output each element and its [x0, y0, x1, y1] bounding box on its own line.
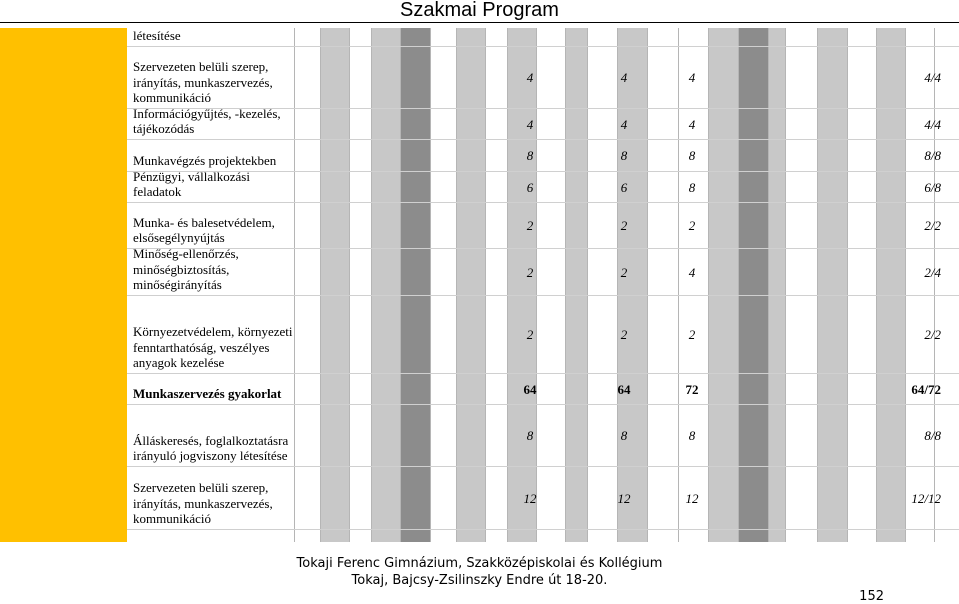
footer-school-name: Tokaji Ferenc Gimnázium, Szakközépiskolai és Kollégium	[296, 556, 663, 571]
grid-vertical-line	[565, 28, 566, 542]
grid-vertical-line	[320, 28, 321, 542]
grid-row-line	[294, 373, 959, 374]
hours-ratio-cell: 4/4	[924, 70, 941, 85]
grid-vertical-line	[485, 28, 486, 542]
hours-ratio-cell: 8/8	[924, 148, 941, 163]
grid-column-band	[294, 28, 320, 542]
table-row	[127, 203, 294, 249]
grid-vertical-line	[847, 28, 848, 542]
hours-ratio-cell: 2/2	[924, 327, 941, 342]
table-row	[127, 140, 294, 172]
grid-vertical-line	[905, 28, 906, 542]
hours-cell: 6	[526, 179, 534, 195]
hours-cell: 2	[526, 218, 534, 233]
row-label: Szervezeten belüli szerep, irányítás, munkaszervezés, kommunikáció	[133, 59, 273, 106]
grid-vertical-line	[934, 28, 935, 542]
table-row	[127, 105, 294, 140]
grid-vertical-line	[430, 28, 431, 542]
grid-vertical-line	[876, 28, 877, 542]
hours-cell: 8	[620, 428, 628, 443]
row-label: Minőség-ellenőrzés, minőségbiztosítás, minőségirányítás	[133, 246, 239, 293]
grid-row-line	[294, 108, 959, 109]
grid-row-line	[294, 46, 959, 47]
grid-column-band	[587, 28, 617, 542]
grid-column-band	[430, 28, 456, 542]
grid-vertical-line	[507, 28, 508, 542]
grid-vertical-line	[647, 28, 648, 542]
footer-address: Tokaj, Bajcsy-Zsilinszky Endre út 18-20.	[351, 573, 608, 588]
hours-ratio-cell: 2/2	[924, 218, 941, 233]
hours-cell: 12	[617, 490, 631, 506]
grid-row-line	[294, 295, 959, 296]
grid-vertical-line	[400, 28, 401, 542]
hours-cell: 8	[688, 428, 696, 443]
hours-cell: 2	[688, 218, 696, 233]
grid-vertical-line	[738, 28, 739, 542]
grid-column-band	[934, 28, 959, 542]
grid-row-line	[294, 171, 959, 172]
grid-column-band	[617, 28, 647, 542]
grid-column-band	[876, 28, 905, 542]
grid-vertical-line	[617, 28, 618, 542]
grid-row-line	[294, 248, 959, 249]
hours-ratio-cell: 64/72	[911, 381, 941, 397]
hours-cell: 2	[526, 264, 534, 280]
hours-cell: 64	[523, 381, 537, 397]
grid-column-band	[847, 28, 876, 542]
hours-ratio-cell: 6/8	[924, 179, 941, 195]
hours-ratio-cell: 8/8	[924, 428, 941, 443]
row-label: Információgyűjtés, -kezelés, tájékozódás	[133, 105, 281, 137]
grid-vertical-line	[785, 28, 786, 542]
hours-ratio-cell: 2/4	[924, 264, 941, 280]
grid-vertical-line	[708, 28, 709, 542]
grid-vertical-line	[456, 28, 457, 542]
row-label: Pénzügyi, vállalkozási feladatok	[133, 168, 250, 200]
hours-cell: 2	[620, 264, 628, 280]
table-row	[127, 405, 294, 467]
hours-cell: 6	[620, 179, 628, 195]
grid-column-band	[320, 28, 349, 542]
hours-cell: 8	[688, 148, 696, 163]
grid-column-band	[768, 28, 785, 542]
table-row	[127, 374, 294, 405]
grid-vertical-line	[817, 28, 818, 542]
hours-cell: 72	[685, 381, 699, 397]
row-label-column	[127, 28, 294, 542]
hours-cell: 8	[526, 428, 534, 443]
grid-column-band	[371, 28, 400, 542]
hours-cell: 4	[526, 70, 534, 85]
grid-column-band	[708, 28, 738, 542]
hours-cell: 12	[685, 490, 699, 506]
grid-row-line	[294, 202, 959, 203]
grid-vertical-line	[294, 28, 295, 542]
table-row	[127, 467, 294, 530]
row-label: Munkavégzés projektekben	[133, 153, 277, 169]
table-row	[127, 246, 294, 296]
hours-cell: 4	[620, 116, 628, 132]
grid-column-band	[485, 28, 507, 542]
hours-cell: 2	[526, 327, 534, 342]
grid-column-band	[507, 28, 536, 542]
table-row	[127, 28, 294, 47]
page-header-title: Szakmai Program	[400, 0, 559, 21]
hours-grid	[294, 28, 959, 542]
hours-cell: 12	[523, 490, 537, 506]
hours-cell: 4	[688, 116, 696, 132]
table-row	[127, 168, 294, 203]
grid-vertical-line	[678, 28, 679, 542]
grid-column-band	[678, 28, 708, 542]
grid-column-band	[738, 28, 768, 542]
row-label: Szervezeten belüli szerep, irányítás, munkaszervezés, kommunikáció	[133, 480, 273, 527]
grid-row-line	[294, 139, 959, 140]
grid-column-band	[400, 28, 430, 542]
row-label: Munkaszervezés gyakorlat	[133, 386, 282, 402]
hours-cell: 2	[620, 218, 628, 233]
row-label: létesítése	[133, 28, 181, 44]
grid-column-band	[565, 28, 587, 542]
page-number: 152	[859, 589, 884, 604]
row-label: Környezetvédelem, környezeti fenntarthatóság, veszélyes anyagok kezelése	[133, 324, 293, 371]
hours-ratio-cell: 4/4	[924, 116, 941, 132]
hours-cell: 2	[620, 327, 628, 342]
table-row	[127, 47, 294, 109]
grid-column-band	[647, 28, 678, 542]
grid-column-band	[536, 28, 565, 542]
hours-cell: 2	[688, 327, 696, 342]
hours-cell: 8	[526, 148, 534, 163]
grid-column-band	[817, 28, 847, 542]
hours-cell: 64	[617, 381, 631, 397]
grid-row-line	[294, 529, 959, 530]
grid-vertical-line	[587, 28, 588, 542]
table-row	[127, 296, 294, 374]
grid-column-band	[456, 28, 485, 542]
hours-ratio-cell: 12/12	[911, 490, 941, 506]
header-rule	[0, 22, 959, 23]
yellow-margin-band	[0, 28, 127, 542]
hours-cell: 4	[688, 264, 696, 280]
grid-vertical-line	[371, 28, 372, 542]
grid-vertical-line	[536, 28, 537, 542]
grid-column-band	[785, 28, 817, 542]
grid-column-band	[349, 28, 371, 542]
grid-vertical-line	[768, 28, 769, 542]
row-label: Álláskeresés, foglalkoztatásra irányuló jogviszony létesítése	[133, 432, 289, 464]
hours-cell: 4	[688, 70, 696, 85]
hours-cell: 4	[526, 116, 534, 132]
grid-row-line	[294, 404, 959, 405]
hours-cell: 8	[688, 179, 696, 195]
grid-row-line	[294, 466, 959, 467]
hours-cell: 8	[620, 148, 628, 163]
grid-column-band	[905, 28, 934, 542]
grid-vertical-line	[349, 28, 350, 542]
hours-cell: 4	[620, 70, 628, 85]
row-label: Munka- és balesetvédelem, elsősegélynyújtás	[133, 214, 275, 246]
